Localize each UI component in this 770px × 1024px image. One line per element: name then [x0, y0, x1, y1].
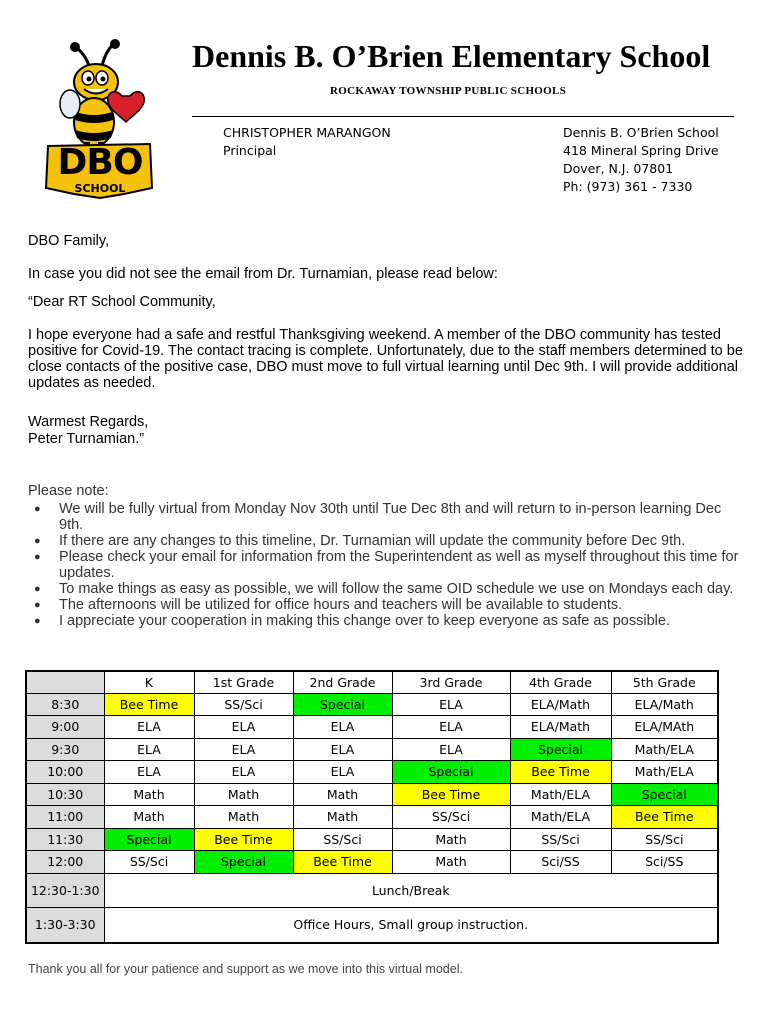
table-cell: SS/Sci	[104, 851, 194, 874]
time-cell: 8:30	[26, 693, 104, 716]
table-cell: Bee Time	[392, 783, 510, 806]
notes-list	[28, 501, 748, 629]
table-cell: Bee Time	[510, 761, 611, 784]
school-name: Dennis B. O’Brien Elementary School	[192, 38, 711, 74]
table-cell: ELA	[392, 738, 510, 761]
table-cell: Bee Time	[611, 806, 718, 829]
table-cell: SS/Sci	[611, 828, 718, 851]
table-header-row	[26, 671, 718, 693]
table-cell: Math/ELA	[611, 738, 718, 761]
table-cell: ELA	[104, 716, 194, 739]
address-line: Dover, N.J. 07801	[563, 161, 674, 176]
table-cell: ELA	[194, 716, 293, 739]
table-cell: Math	[104, 806, 194, 829]
phone-number: Ph: (973) 361 - 7330	[563, 179, 693, 194]
school-logo	[40, 38, 158, 200]
time-cell: 11:00	[26, 806, 104, 829]
time-cell: 1:30-3:30	[26, 907, 104, 943]
table-row	[26, 693, 718, 716]
table-cell: SS/Sci	[293, 828, 392, 851]
table-header-cell: 4th Grade	[510, 671, 611, 693]
table-cell: Math	[392, 828, 510, 851]
principal-block	[223, 124, 391, 160]
letter-greeting: DBO Family,	[28, 233, 110, 249]
table-header-cell: K	[104, 671, 194, 693]
footer-note: Thank you all for your patience and support as we move into this virtual model.	[28, 962, 463, 976]
address-line: 418 Mineral Spring Drive	[563, 143, 719, 158]
table-cell: Math	[194, 806, 293, 829]
list-item: ● To make things as easy as possible, we will follow the same OID schedule we use on Mondays each day.	[28, 581, 748, 597]
notes-section	[28, 483, 748, 629]
table-cell: Sci/SS	[611, 851, 718, 874]
table-cell: Bee Time	[194, 828, 293, 851]
table-cell: Special	[194, 851, 293, 874]
table-cell: Math/ELA	[510, 806, 611, 829]
table-header-cell: 5th Grade	[611, 671, 718, 693]
time-cell: 12:30-1:30	[26, 873, 104, 907]
table-cell: ELA	[104, 761, 194, 784]
table-cell: ELA	[194, 738, 293, 761]
table-header-cell: 1st Grade	[194, 671, 293, 693]
table-cell: Math/ELA	[510, 783, 611, 806]
table-cell: Math/ELA	[611, 761, 718, 784]
letter-closing: Warmest Regards,	[28, 414, 149, 430]
letter-intro: In case you did not see the email from Dr. Turnamian, please read below:	[28, 266, 498, 282]
table-cell: Special	[611, 783, 718, 806]
table-row	[26, 907, 718, 943]
list-item: ● Please check your email for information from the Superintendent as well as myself throughout this time for updates.	[28, 549, 748, 581]
table-cell: Math	[293, 783, 392, 806]
list-item: ● If there are any changes to this timeline, Dr. Turnamian will update the community before Dec 9th.	[28, 533, 748, 549]
quote-greeting: “Dear RT School Community,	[28, 294, 216, 310]
table-cell: ELA	[104, 738, 194, 761]
table-cell: Office Hours, Small group instruction.	[104, 907, 718, 943]
table-cell: Special	[104, 828, 194, 851]
notes-title: Please note:	[28, 483, 109, 499]
logo-subtext: SCHOOL	[74, 182, 126, 195]
table-cell: Lunch/Break	[104, 873, 718, 907]
letter-signature: Peter Turnamian.”	[28, 431, 145, 447]
table-header-cell	[26, 671, 104, 693]
table-row	[26, 806, 718, 829]
table-row	[26, 851, 718, 874]
table-cell: ELA	[392, 693, 510, 716]
time-cell: 9:00	[26, 716, 104, 739]
time-cell: 9:30	[26, 738, 104, 761]
table-cell: ELA/MAth	[611, 716, 718, 739]
list-item: ● We will be fully virtual from Monday Nov 30th until Tue Dec 8th and will return to in-person learning Dec 9th.	[28, 501, 748, 533]
list-item: ● I appreciate your cooperation in making this change over to keep everyone as safe as possible.	[28, 613, 748, 629]
table-cell: ELA	[293, 738, 392, 761]
address-line: Dennis B. O’Brien School	[563, 125, 719, 140]
district-name: ROCKAWAY TOWNSHIP PUBLIC SCHOOLS	[330, 85, 567, 97]
address-block	[563, 124, 719, 196]
table-cell: SS/Sci	[194, 693, 293, 716]
time-cell: 12:00	[26, 851, 104, 874]
time-cell: 10:30	[26, 783, 104, 806]
table-cell: SS/Sci	[510, 828, 611, 851]
table-row	[26, 828, 718, 851]
table-cell: ELA/Math	[611, 693, 718, 716]
table-cell: ELA/Math	[510, 693, 611, 716]
time-cell: 11:30	[26, 828, 104, 851]
table-row	[26, 873, 718, 907]
principal-title: Principal	[223, 143, 277, 158]
table-cell: ELA	[392, 716, 510, 739]
table-row	[26, 783, 718, 806]
table-cell: Special	[293, 693, 392, 716]
table-cell: Special	[510, 738, 611, 761]
table-cell: Math	[392, 851, 510, 874]
time-cell: 10:00	[26, 761, 104, 784]
table-header-cell: 3rd Grade	[392, 671, 510, 693]
table-cell: Bee Time	[293, 851, 392, 874]
table-cell: Sci/SS	[510, 851, 611, 874]
logo-text: DBO	[57, 142, 143, 183]
table-cell: Math	[104, 783, 194, 806]
schedule-table	[25, 670, 719, 944]
table-header-cell: 2nd Grade	[293, 671, 392, 693]
table-cell: Math	[194, 783, 293, 806]
table-cell: Special	[392, 761, 510, 784]
letter-paragraph: I hope everyone had a safe and restful Thanksgiving weekend. A member of the DBO community has tested positive for Covid-19. The contact tracing is complete. Unfortunately, due to the staff members determined to be close contacts of the positive case, DBO must move to full virtual learning until Dec 9th. I will provide additional updates as needed.	[28, 327, 743, 391]
table-row	[26, 738, 718, 761]
table-cell: ELA	[293, 761, 392, 784]
table-row	[26, 716, 718, 739]
header-divider	[192, 116, 734, 117]
table-cell: SS/Sci	[392, 806, 510, 829]
list-item: ● The afternoons will be utilized for office hours and teachers will be available to students.	[28, 597, 748, 613]
table-cell: ELA	[293, 716, 392, 739]
table-row	[26, 761, 718, 784]
table-cell: Bee Time	[104, 693, 194, 716]
table-cell: ELA	[194, 761, 293, 784]
principal-name: CHRISTOPHER MARANGON	[223, 125, 391, 140]
table-cell: ELA/Math	[510, 716, 611, 739]
table-cell: Math	[293, 806, 392, 829]
